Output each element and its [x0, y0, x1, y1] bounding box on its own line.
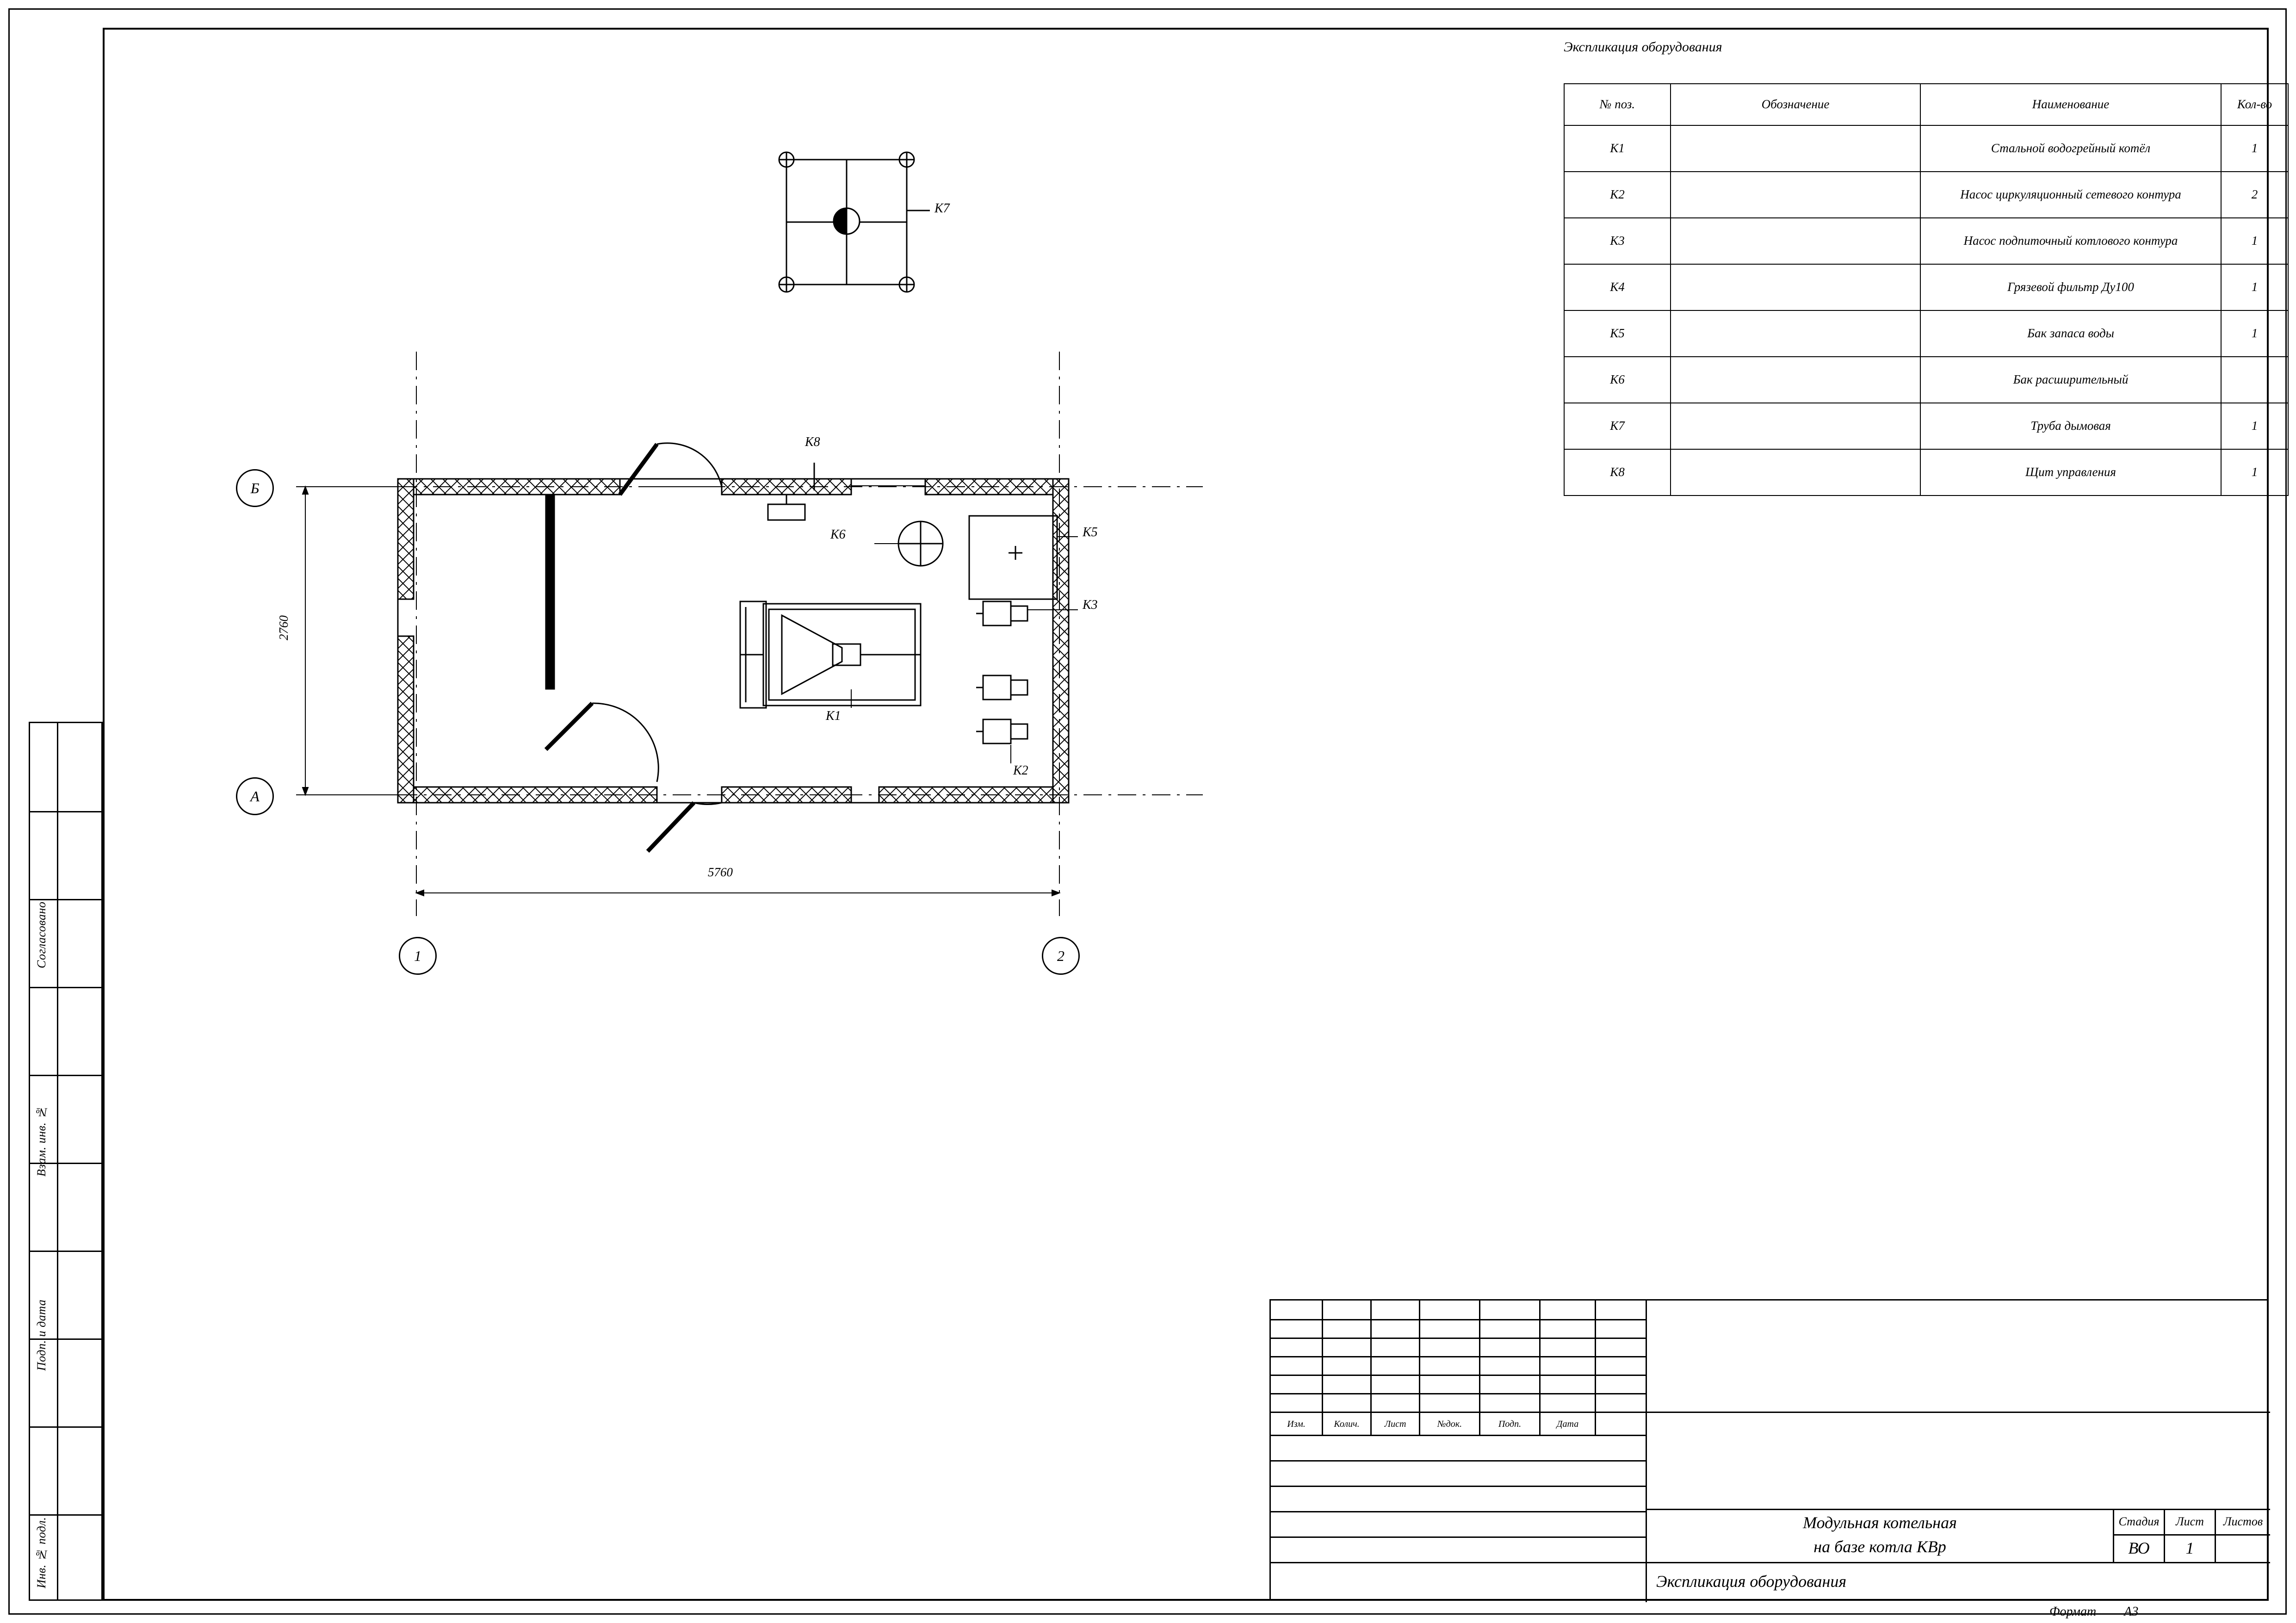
project-name-line1: Модульная котельная — [1803, 1513, 1957, 1532]
cell-designation — [1671, 449, 1920, 496]
sheets-value — [2216, 1536, 2270, 1561]
table-header-row — [1564, 84, 2288, 125]
header-name: Наименование — [1920, 84, 2221, 125]
rev-header-ndok: №док. — [1437, 1419, 1462, 1429]
rev-header-kolich: Колич. — [1334, 1419, 1360, 1429]
cell-name: Бак запаса воды — [1920, 310, 2221, 357]
table-row — [1564, 218, 2288, 264]
cell-position: К4 — [1564, 264, 1671, 310]
title-block — [1269, 1299, 2269, 1601]
axis-marker-a: А — [236, 777, 274, 815]
cell-designation — [1671, 357, 1920, 403]
left-stamp-label-soglasovano: Согласовано — [35, 901, 48, 968]
plan-label-k6: К6 — [830, 527, 846, 542]
plan-label-k2: К2 — [1013, 763, 1028, 778]
table-row — [1564, 125, 2288, 172]
axis-marker-2: 2 — [1042, 937, 1080, 975]
stage-value: ВО — [2128, 1539, 2150, 1558]
cell-quantity: 2 — [2221, 172, 2288, 218]
axis-marker-b: Б — [236, 469, 274, 507]
cell-name: Грязевой фильтр Ду100 — [1920, 264, 2221, 310]
sheet-header: Лист — [2176, 1514, 2204, 1528]
sheets-header: Листов — [2223, 1514, 2263, 1528]
cell-designation — [1671, 218, 1920, 264]
table-row — [1564, 403, 2288, 449]
left-margin-stamp — [29, 722, 103, 1601]
cell-name: Щит управления — [1920, 449, 2221, 496]
rev-header-list: Лист — [1384, 1419, 1406, 1429]
plan-label-k7: К7 — [934, 201, 950, 216]
cell-quantity: 1 — [2221, 310, 2288, 357]
cell-quantity: 1 — [2221, 264, 2288, 310]
cell-position: К7 — [1564, 403, 1671, 449]
plan-label-k5: К5 — [1083, 525, 1098, 539]
cell-designation — [1671, 172, 1920, 218]
drawing-name: Экспликация оборудования — [1656, 1572, 1847, 1591]
cell-quantity: 1 — [2221, 403, 2288, 449]
format-caption: Формат — [2049, 1604, 2097, 1619]
cell-designation — [1671, 264, 1920, 310]
equipment-schedule-table — [1564, 83, 2289, 496]
plan-label-k8: К8 — [805, 435, 820, 449]
table-row — [1564, 357, 2288, 403]
format-label — [2049, 1604, 2138, 1619]
cell-position: К1 — [1564, 125, 1671, 172]
cell-designation — [1671, 310, 1920, 357]
cell-quantity: 1 — [2221, 125, 2288, 172]
cell-designation — [1671, 403, 1920, 449]
left-stamp-label-podp-data: Подп. и дата — [35, 1299, 48, 1371]
cell-position: К3 — [1564, 218, 1671, 264]
header-quantity: Кол-во — [2221, 84, 2288, 125]
stage-header: Стадия — [2118, 1514, 2160, 1528]
cell-position: К5 — [1564, 310, 1671, 357]
equipment-schedule-title: Экспликация оборудования — [1564, 39, 1722, 55]
format-value: А3 — [2124, 1604, 2139, 1619]
table-row — [1564, 449, 2288, 496]
rev-header-izm: Изм. — [1287, 1419, 1306, 1429]
cell-name: Насос подпиточный котлового контура — [1920, 218, 2221, 264]
plan-label-k3: К3 — [1083, 598, 1098, 612]
rev-header-podp: Подп. — [1498, 1419, 1522, 1429]
dimension-width: 5760 — [708, 865, 733, 879]
rev-header-data: Дата — [1556, 1419, 1579, 1429]
cell-name: Насос циркуляционный сетевого контура — [1920, 172, 2221, 218]
left-stamp-label-inv-podl: Инв. № подл. — [35, 1517, 48, 1588]
cell-name: Бак расширительный — [1920, 357, 2221, 403]
cell-position: К6 — [1564, 357, 1671, 403]
cell-quantity: 1 — [2221, 218, 2288, 264]
sheet-value: 1 — [2185, 1539, 2194, 1558]
axis-marker-1: 1 — [399, 937, 437, 975]
header-designation: Обозначение — [1671, 84, 1920, 125]
table-row — [1564, 310, 2288, 357]
cell-position: К2 — [1564, 172, 1671, 218]
cell-position: К8 — [1564, 449, 1671, 496]
table-row — [1564, 264, 2288, 310]
header-position: № поз. — [1564, 84, 1671, 125]
cell-quantity — [2221, 357, 2288, 403]
cell-quantity: 1 — [2221, 449, 2288, 496]
table-row — [1564, 172, 2288, 218]
cell-name: Труба дымовая — [1920, 403, 2221, 449]
project-name-line2: на базе котла КВр — [1813, 1537, 1946, 1556]
plan-label-k1: К1 — [826, 709, 841, 723]
cell-name: Стальной водогрейный котёл — [1920, 125, 2221, 172]
cell-designation — [1671, 125, 1920, 172]
left-stamp-label-vzam-inv: Взам. инв. № — [35, 1105, 48, 1177]
dimension-height: 2760 — [277, 615, 291, 640]
